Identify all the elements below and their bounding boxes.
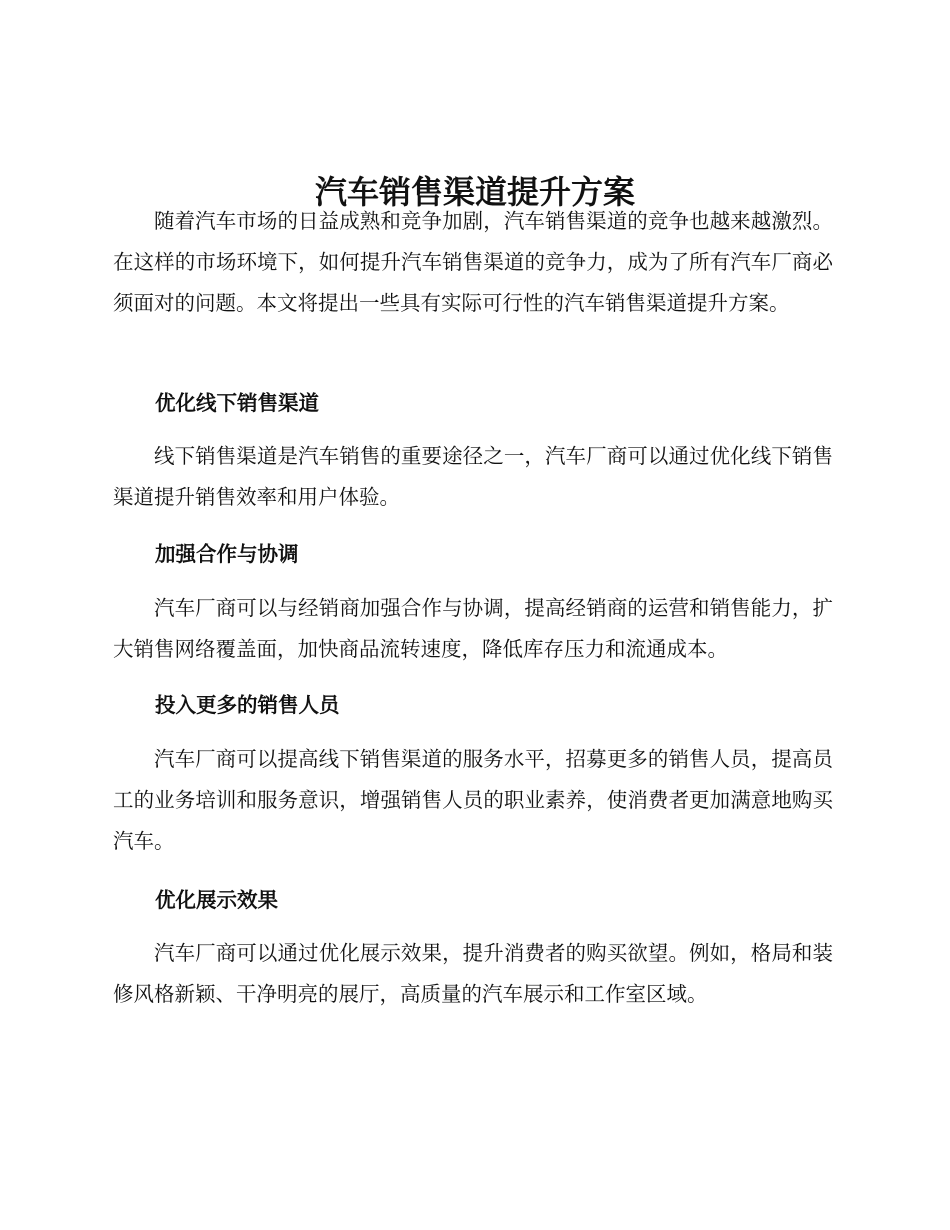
- section-heading-sales-staff: 投入更多的销售人员: [155, 693, 340, 717]
- document-title: 汽车销售渠道提升方案: [314, 173, 635, 212]
- section-heading-cooperation: 加强合作与协调: [155, 542, 299, 566]
- section-body-sales-staff: 汽车厂商可以提高线下销售渠道的服务水平，招募更多的销售人员，提高员工的业务培训和服务意识，增强销售人员的职业素养，使消费者更加满意地购买汽车。: [113, 747, 833, 853]
- intro-paragraph: 随着汽车市场的日益成熟和竞争加剧，汽车销售渠道的竞争也越来越激烈。在这样的市场环境下，如何提升汽车销售渠道的竞争力，成为了所有汽车厂商必须面对的问题。本文将提出一些具有实际可行性的汽车销售渠道提升方案。: [113, 209, 833, 315]
- section-heading-offline-channel: 优化线下销售渠道: [155, 391, 319, 415]
- section-body-offline-channel: 线下销售渠道是汽车销售的重要途径之一，汽车厂商可以通过优化线下销售渠道提升销售效率和用户体验。: [113, 444, 833, 509]
- section-body-cooperation: 汽车厂商可以与经销商加强合作与协调，提高经销商的运营和销售能力，扩大销售网络覆盖面，加快商品流转速度，降低库存压力和流通成本。: [113, 596, 833, 661]
- section-body-display: 汽车厂商可以通过优化展示效果，提升消费者的购买欲望。例如，格局和装修风格新颖、干净明亮的展厅，高质量的汽车展示和工作室区域。: [113, 941, 833, 1006]
- section-heading-display: 优化展示效果: [155, 888, 278, 912]
